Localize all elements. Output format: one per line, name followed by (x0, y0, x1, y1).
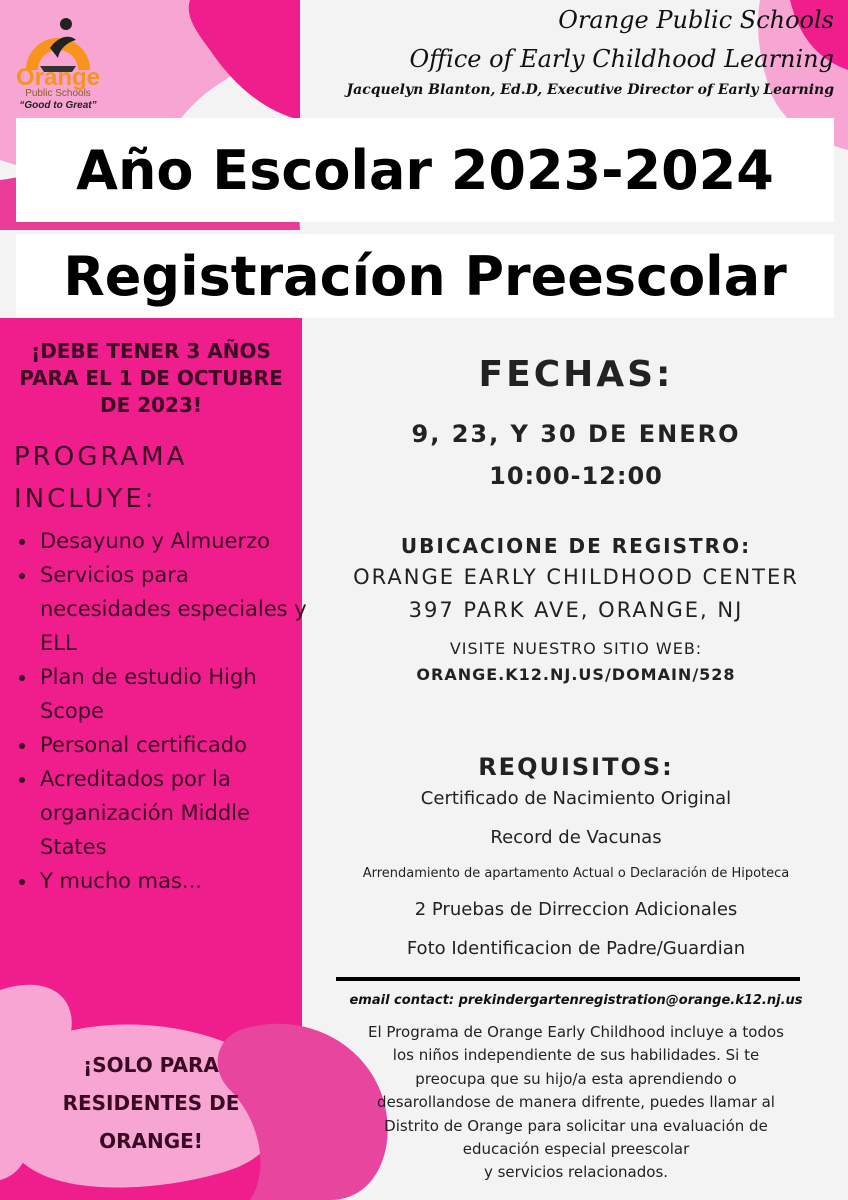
office-name: Office of Early Childhood Learning (409, 45, 834, 73)
dates-days: 9, 23, Y 30 DE ENERO (411, 420, 741, 448)
location-heading: UBICACIONE DE REGISTRO: (400, 534, 752, 558)
program-item: • Desayuno y Almuerzo (38, 524, 322, 558)
program-heading-line-2: INCLUYE: (14, 484, 157, 514)
paragraph-line: y servicios relacionados. (483, 1163, 669, 1182)
residents-line-1: ¡SOLO PARA (83, 1053, 219, 1077)
requirement-item: Record de Vacunas (490, 827, 662, 848)
paragraph-line: educación especial preescolar (462, 1140, 690, 1159)
paragraph-line: Distrito de Orange para solicitar una evaluación de (384, 1116, 768, 1135)
orange-logo (10, 8, 106, 114)
paragraph-line: El Programa de Orange Early Childhood incluye a todos (367, 1023, 784, 1041)
divider-line (336, 977, 800, 981)
residents-line-3: ORANGE! (99, 1129, 203, 1153)
website-label: VISITE NUESTRO SITIO WEB: (449, 639, 703, 658)
program-item: • Personal certificado (38, 728, 322, 762)
age-requirement (0, 338, 302, 419)
paragraph-line: los niños independiente de sus habilidades. Si te (392, 1046, 760, 1065)
school-year-title: Año Escolar 2023-2024 (76, 138, 774, 202)
age-line-2: PARA EL 1 DE OCTUBRE (19, 366, 283, 390)
requirement-item: Foto Identificacion de Padre/Guardian (406, 938, 746, 959)
requirement-item: Arrendamiento de apartamento Actual o Declaración de Hipoteca (362, 866, 790, 881)
contact-paragraph (304, 1021, 848, 1185)
website-link[interactable]: ORANGE.K12.NJ.US/DOMAIN/528 (416, 665, 736, 684)
residents-line-2: RESIDENTES DE (62, 1091, 240, 1115)
logo-name: Orange (15, 64, 101, 91)
dates-heading: FECHAS: (478, 354, 674, 395)
age-line-3: DE 2023! (99, 393, 202, 417)
paragraph-line: preocupa que su hijo/a esta aprendiendo o (415, 1069, 737, 1088)
location-center: ORANGE EARLY CHILDHOOD CENTER (353, 565, 799, 589)
paragraph-line: desarollandose de manera difrente, puedes llamar al (377, 1093, 775, 1112)
program-item: • Acreditados por la organización Middle States (38, 762, 322, 864)
director-line: Jacquelyn Blanton, Ed.D, Executive Director of Early Learning (346, 82, 834, 98)
email-contact[interactable]: email contact: prekindergartenregistration@orange.k12.nj.us (349, 993, 803, 1008)
program-heading (14, 436, 187, 520)
residents-note (0, 1046, 302, 1160)
dates-time: 10:00-12:00 (489, 462, 663, 490)
district-name: Orange Public Schools (558, 6, 834, 34)
requirement-item: 2 Pruebas de Dirreccion Adicionales (414, 899, 738, 920)
logo-tagline: “Good to Great” (19, 100, 97, 111)
location-address: 397 PARK AVE, ORANGE, NJ (408, 598, 744, 622)
program-item: • Y mucho mas... (38, 864, 322, 898)
logo-subtitle: Public Schools (25, 88, 91, 99)
requirement-item: Certificado de Nacimiento Original (420, 788, 732, 809)
program-list (16, 524, 322, 898)
program-item: • Servicios para necesidades especiales y ELL (38, 558, 322, 660)
registration-title: Registracíon Preescolar (63, 244, 787, 308)
program-heading-line-1: PROGRAMA (14, 442, 188, 472)
program-item: • Plan de estudio High Scope (38, 660, 322, 728)
school-year-banner (16, 118, 834, 222)
age-line-1: ¡DEBE TENER 3 AÑOS (31, 339, 271, 363)
requirements-heading: REQUISITOS: (478, 753, 674, 781)
registration-banner (16, 234, 834, 318)
